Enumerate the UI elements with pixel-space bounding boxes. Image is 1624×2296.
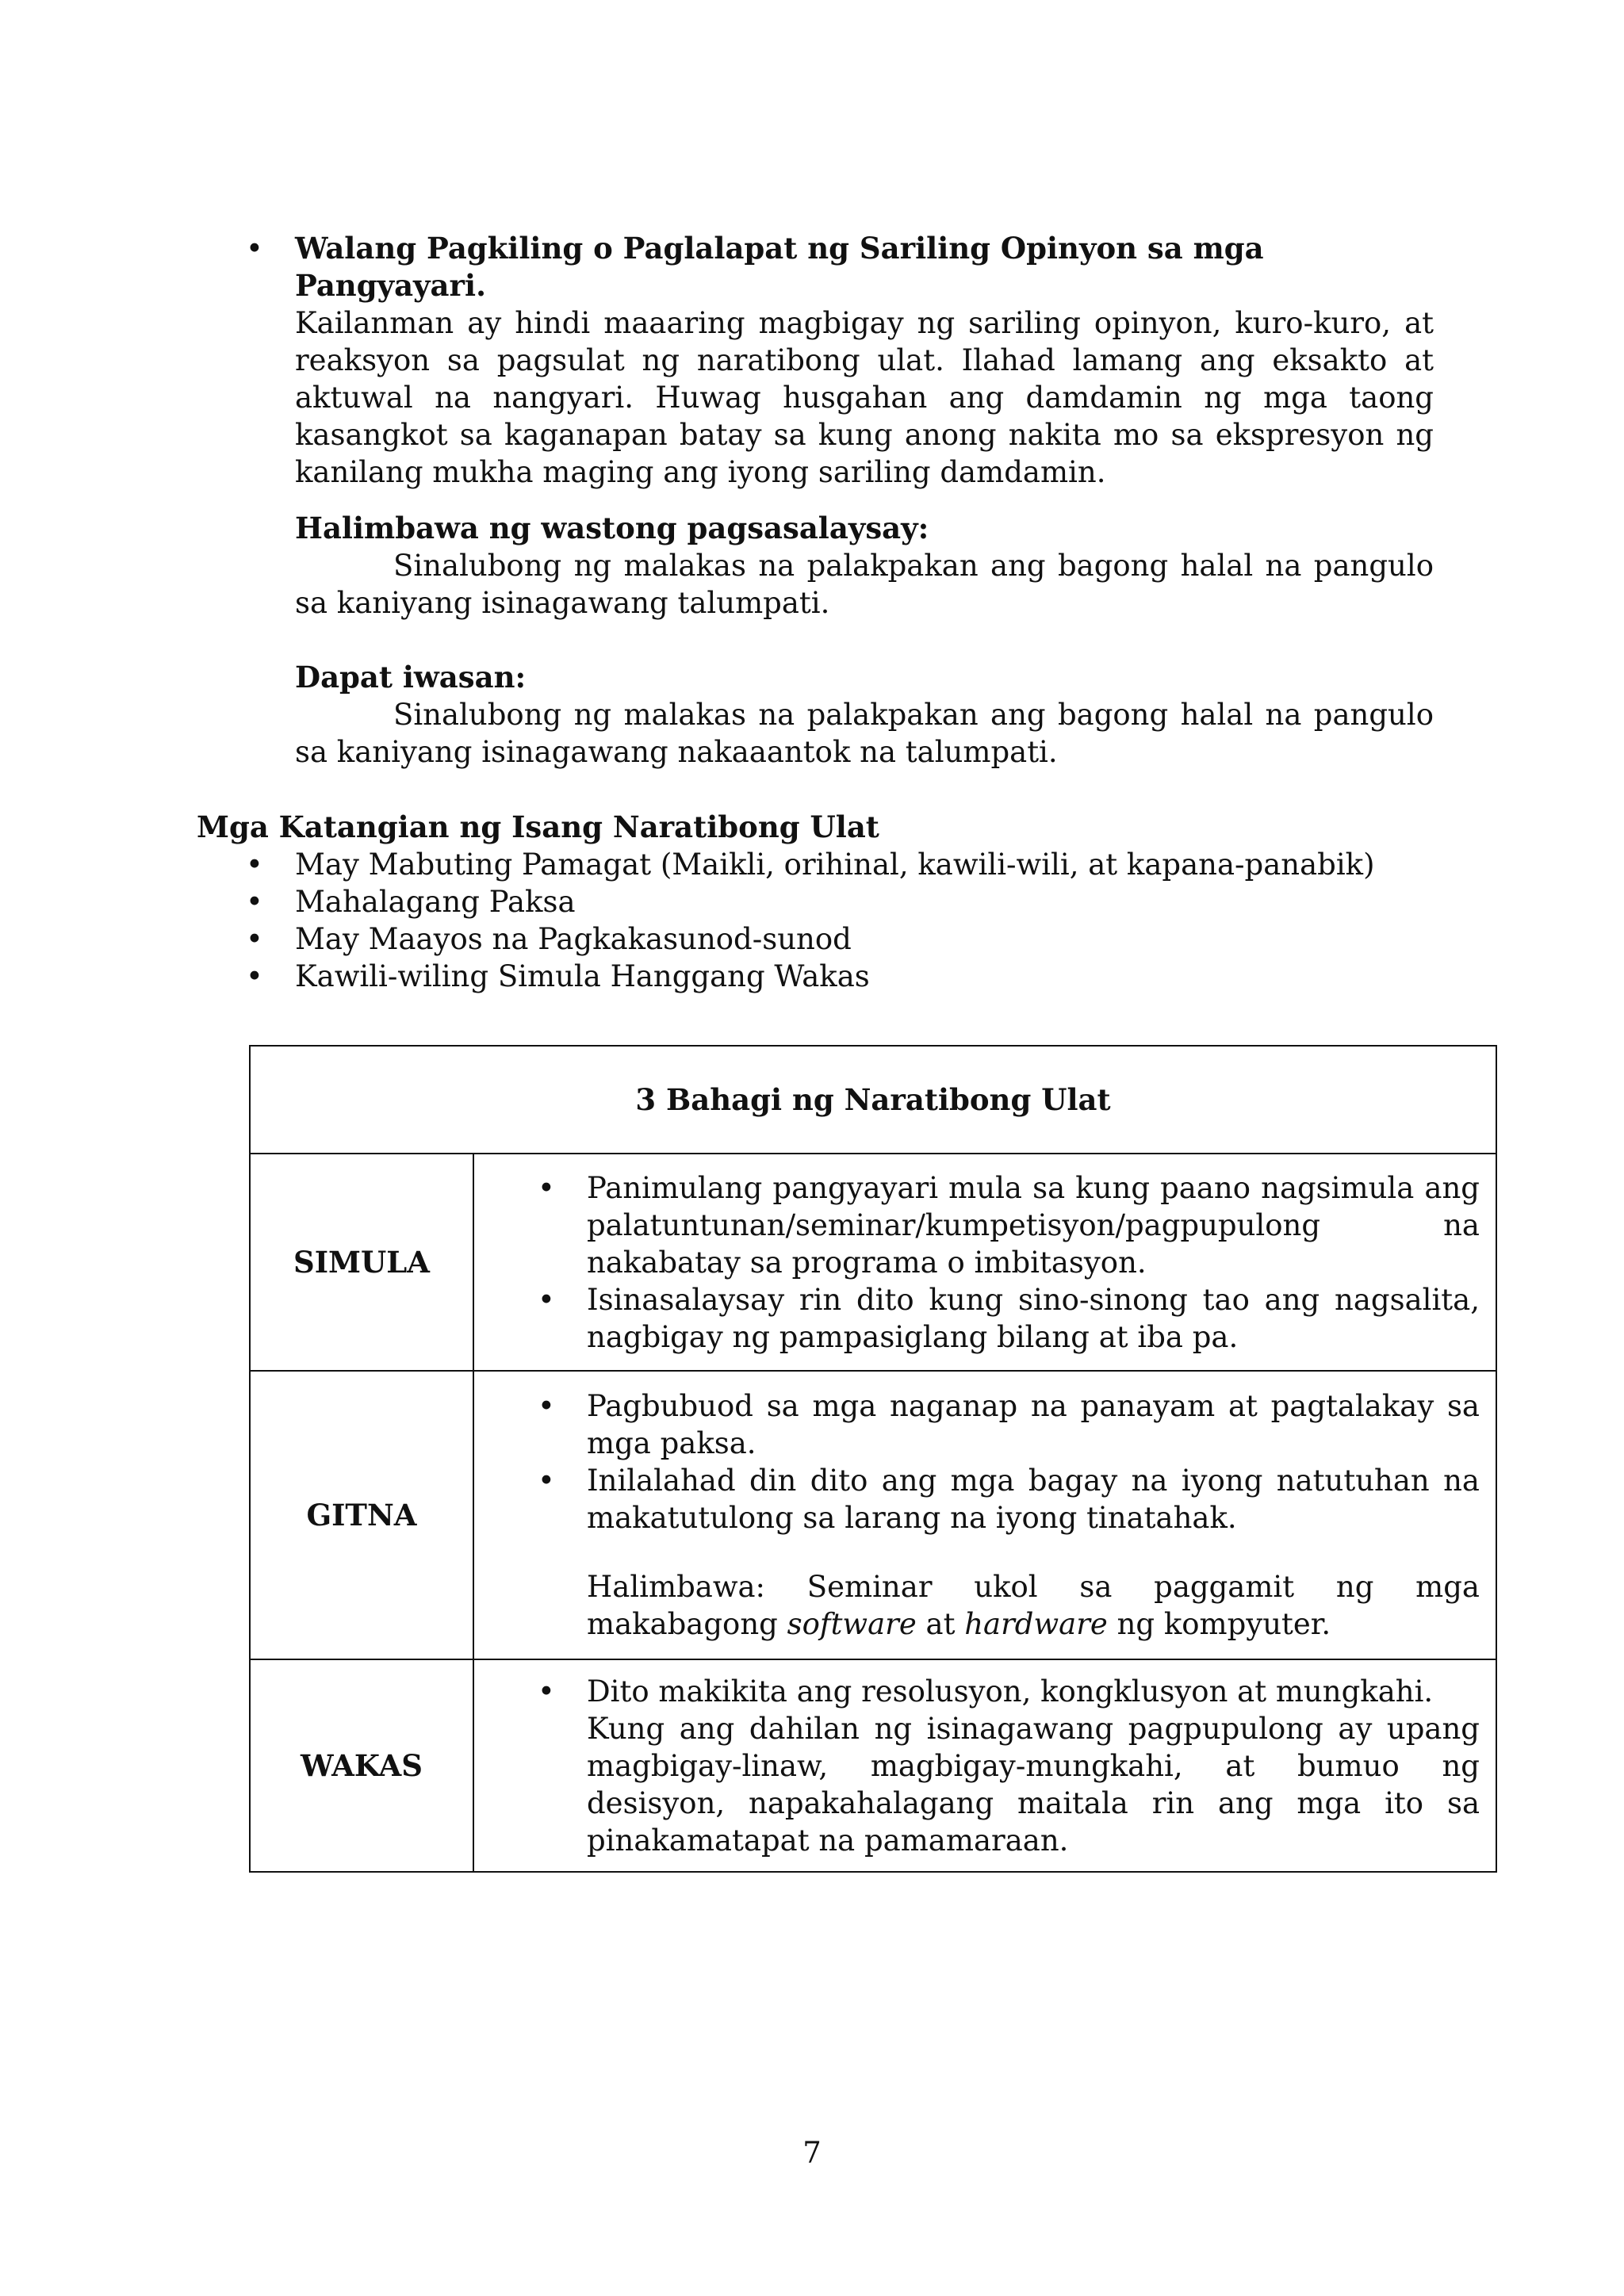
table-bullet-text: Panimulang pangyayari mula sa kung paano nagsimula ang palatuntunan/seminar/kumpetisyon/pagpupulong na nakabatay sa programa o imbitasyon. <box>587 1170 1480 1280</box>
table-bullet <box>474 1387 1480 1462</box>
table-row <box>250 1154 1496 1371</box>
bullet-icon: • <box>246 922 263 956</box>
page-number: 7 <box>802 2136 822 2170</box>
table-bullet <box>474 1169 1480 1281</box>
bullet-icon: • <box>538 1389 555 1423</box>
characteristics-list <box>197 846 1434 995</box>
table-bullet-text: Inilalahad din dito ang mga bagay na iyong natutuhan na makatutulong sa larang na iyong tinatahak. <box>587 1464 1480 1535</box>
table-continuation: Kung ang dahilan ng isinagawang pagpupulong ay upang magbigay-linaw, magbigay-mungkahi, at bumuo ng desisyon, napakahalagang maitala rin ang mga ito sa pinakamatapat na pamamaraan. <box>587 1711 1480 1858</box>
bullet-icon: • <box>246 232 263 266</box>
list-item-text: May Maayos na Pagkakasunod-sunod <box>295 922 852 956</box>
list-item-text: May Mabuting Pamagat (Maikli, orihinal, kawili-wili, at kapana-panabik) <box>295 848 1375 882</box>
list-item-text: Kawili-wiling Simula Hanggang Wakas <box>295 959 870 993</box>
row-description <box>473 1154 1496 1371</box>
table-bullet <box>474 1673 1480 1710</box>
main-content <box>197 230 1434 995</box>
bullet-paragraph: Kailanman ay hindi maaaring magbigay ng sariling opinyon, kuro-kuro, at reaksyon sa pagsulat ng naratibong ulat. Ilahad lamang ang eksakto at aktuwal na nangyari. Huwag husgahan ang damdamin ng mga taong kasangkot sa kaganapan batay sa kung anong nakita mo sa ekspresyon ng kanilang mukha maging ang iyong sariling damdamin. <box>295 306 1434 489</box>
list-item <box>197 883 1434 920</box>
row-label-wakas: WAKAS <box>250 1659 473 1872</box>
table-example <box>474 1568 1480 1643</box>
row-description <box>473 1659 1496 1872</box>
row-label-simula: SIMULA <box>250 1154 473 1371</box>
example-software: software <box>787 1607 917 1641</box>
bullet-icon: • <box>246 959 263 993</box>
bullet-item-impartiality <box>197 230 1434 491</box>
bullet-icon: • <box>538 1170 555 1205</box>
row-label-gitna: GITNA <box>250 1371 473 1659</box>
list-item <box>197 846 1434 883</box>
bullet-title: Walang Pagkiling o Paglalapat ng Sariling Opinyon sa mga Pangyayari. <box>295 231 1264 303</box>
list-item <box>197 958 1434 995</box>
example-heading: Halimbawa ng wastong pagsasalaysay: <box>295 511 929 545</box>
bullet-icon: • <box>538 1674 555 1709</box>
example-prefix: Halimbawa: Seminar ukol sa paggamit ng mga makabagong <box>587 1570 1480 1641</box>
table-bullet <box>474 1462 1480 1536</box>
avoid-heading: Dapat iwasan: <box>295 660 527 695</box>
table-bullet-text: Dito makikita ang resolusyon, kongklusyon at mungkahi. <box>587 1674 1434 1709</box>
table-row <box>250 1659 1496 1872</box>
characteristics-heading: Mga Katangian ng Isang Naratibong Ulat <box>197 809 879 844</box>
table-header-row <box>250 1046 1496 1154</box>
bullet-icon: • <box>538 1282 555 1317</box>
parts-table <box>249 1045 1497 1873</box>
table-bullet-text: Pagbubuod sa mga naganap na panayam at pagtalakay sa mga paksa. <box>587 1389 1480 1460</box>
example-paragraph: Sinalubong ng malakas na palakpakan ang bagong halal na pangulo sa kaniyang isinagawang talumpati. <box>295 549 1434 620</box>
example-mid: at <box>925 1607 956 1641</box>
bullet-icon: • <box>538 1464 555 1498</box>
table-bullet <box>474 1281 1480 1356</box>
example-suffix: ng kompyuter. <box>1116 1607 1331 1641</box>
table-row <box>250 1371 1496 1659</box>
example-hardware: hardware <box>964 1607 1108 1641</box>
table-title: 3 Bahagi ng Naratibong Ulat <box>250 1046 1496 1154</box>
row-description <box>473 1371 1496 1659</box>
bullet-icon: • <box>246 885 263 919</box>
avoid-paragraph: Sinalubong ng malakas na palakpakan ang bagong halal na pangulo sa kaniyang isinagawang nakaaantok na talumpati. <box>295 698 1434 769</box>
list-item <box>197 920 1434 958</box>
table-bullet-text: Isinasalaysay rin dito kung sino-sinong tao ang nagsalita, nagbigay ng pampasiglang bilang at iba pa. <box>587 1282 1480 1354</box>
list-item-text: Mahalagang Paksa <box>295 885 576 919</box>
bullet-icon: • <box>246 848 263 882</box>
